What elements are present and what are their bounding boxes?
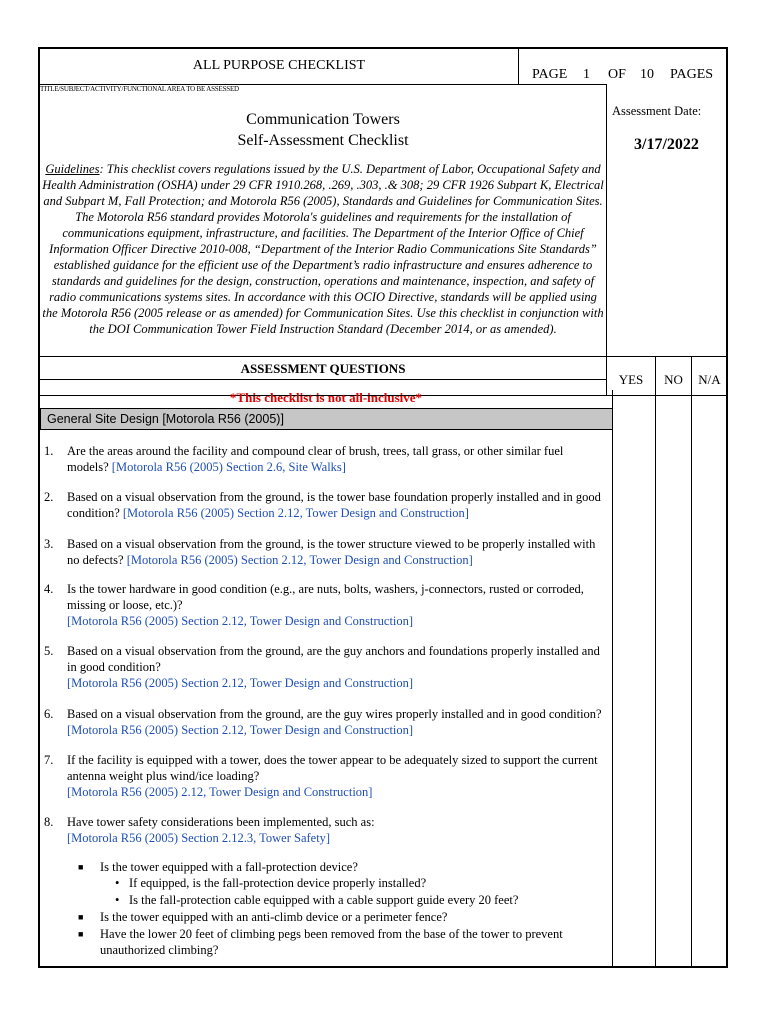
page-number: 1 — [583, 67, 590, 82]
na-column-header: N/A — [698, 372, 721, 387]
question-item: 2. Based on a visual observation from the ground, is the tower base foundation properly installed and in good condition? [Motorola R56 (2005) Section 2.12, Tower Design and Construction] — [44, 490, 601, 520]
no-column-header: NO — [664, 372, 683, 387]
guidelines-paragraph — [42, 161, 604, 337]
guidelines-label: Guidelines — [45, 162, 100, 176]
bullet-item: ■ Have the lower 20 feet of climbing pegs been removed from the base of the tower to prevent unauthorized climbing? — [78, 927, 563, 957]
question-item: 7. If the facility is equipped with a tower, does the tower appear to be adequately sized to support the current antenna weight plus wind/ice loading? [Motorola R56 (2005) 2.12, Tower Design and Construction] — [44, 752, 604, 800]
question-item: 8. Have tower safety considerations been implemented, such as: [Motorola R56 (2005) Section 2.12.3, Tower Safety] — [44, 814, 604, 846]
divider — [691, 356, 692, 968]
reference-link: [Motorola R56 (2005) Section 2.12, Tower Design and Construction] — [122, 506, 469, 520]
assessment-date-value: 3/17/2022 — [634, 136, 699, 153]
divider — [40, 379, 606, 380]
document-subtitle: Self-Assessment Checklist — [237, 132, 409, 149]
subject-field-label: TITLE/SUBJECT/ACTIVITY/FUNCTIONAL AREA TO BE ASSESSED — [40, 85, 239, 93]
divider — [606, 84, 607, 356]
bullet-square-icon: ■ — [78, 912, 84, 922]
assessment-questions-header: ASSESSMENT QUESTIONS — [240, 361, 406, 376]
sub-bullet-item: • Is the fall-protection cable equipped with a cable support guide every 20 feet? — [115, 893, 519, 907]
divider — [518, 48, 519, 85]
assessment-date-label: Assessment Date: — [612, 104, 702, 118]
question-item: 6. Based on a visual observation from the ground, are the guy wires properly installed and in good condition? [Motorola R56 (2005) Section 2.12, Tower Design and Construction] — [44, 707, 602, 737]
divider — [40, 356, 726, 357]
question-item: 1. Are the areas around the facility and compound clear of brush, trees, tall grass, or other similar fuel models? [Motorola R56 (2005) Section 2.6, Site Walks] — [44, 444, 564, 474]
reference-link: [Motorola R56 (2005) Section 2.12, Tower Design and Construction] — [67, 614, 414, 628]
divider — [655, 356, 656, 968]
question-item: 4. Is the tower hardware in good condition (e.g., are nuts, bolts, washers, j-connectors, rusted or corroded, missing or loose, etc.)? [Motorola R56 (2005) Section 2.12, Tower Design and Construction] — [44, 581, 604, 629]
sub-bullet-item: • If equipped, is the fall-protection device properly installed? — [115, 876, 427, 890]
document-title: Communication Towers — [246, 111, 400, 128]
of-label: OF — [608, 67, 626, 82]
total-pages: 10 — [640, 67, 654, 82]
bullet-dot-icon: • — [115, 876, 120, 890]
guidelines-text: : This checklist covers regulations issued by the U.S. Department of Labor, Occupational Safety and Health Administration (OSHA) under 29 CFR 1910.268, .269, .303, .& 308; 29 CFR 1926 Subpart K, Electrical and Subpart M, Fall Protection; and Motorola R56 (2005), Standards and Guidelines for Communication Sites. The Motorola R56 standard provides Motorola's guidelines and requirements for the installation of communications equipment, infrastructure, and facilities. The Department of the Interior Office of Chief Information Officer Directive 2010-008, “Department of the Interior Radio Communications Site Standards” established guidance for the efficient use of the Department’s radio infrastructure and ensures adherence to standards and guidelines for the design, construction, operations and maintenance, inspection, and safety of radio communications systems sites. In accordance with this OCIO Directive, standards will be applied using the Motorola R56 (2005 release or as amended) for Communication Sites. Use this checklist in conjunction with the DOI Communication Tower Field Instruction Standard (December 2014, or as amended). — [42, 162, 604, 336]
bullet-square-icon: ■ — [78, 862, 84, 872]
bullet-square-icon: ■ — [78, 929, 84, 939]
bullet-item: ■ Is the tower equipped with a fall-protection device? — [78, 860, 358, 874]
checklist-title: ALL PURPOSE CHECKLIST — [192, 58, 366, 73]
reference-link: [Motorola R56 (2005) Section 2.6, Site Walks] — [111, 460, 346, 474]
reference-link: [Motorola R56 (2005) Section 2.12, Tower Design and Construction] — [67, 723, 414, 737]
reference-link: [Motorola R56 (2005) Section 2.12.3, Tower Safety] — [67, 831, 331, 845]
reference-link: [Motorola R56 (2005) Section 2.12, Tower Design and Construction] — [67, 676, 414, 690]
question-item: 3. Based on a visual observation from the ground, is the tower structure viewed to be properly installed with no defects? [Motorola R56 (2005) Section 2.12, Tower Design and Construction] — [44, 537, 596, 567]
bullet-dot-icon: • — [115, 893, 120, 907]
not-all-inclusive-notice: *This checklist is not all-inclusive* — [229, 390, 423, 405]
question-item: 5. Based on a visual observation from the ground, are the guy anchors and foundations properly installed and in good condition? [Motorola R56 (2005) Section 2.12, Tower Design and Construction] — [44, 643, 604, 691]
section-header: General Site Design [Motorola R56 (2005)] — [40, 408, 613, 430]
yes-column-header: YES — [618, 372, 644, 387]
pages-label: PAGES — [670, 67, 714, 82]
reference-link: [Motorola R56 (2005) 2.12, Tower Design and Construction] — [67, 785, 373, 799]
bullet-item: ■ Is the tower equipped with an anti-climb device or a perimeter fence? — [78, 910, 448, 924]
reference-link: [Motorola R56 (2005) Section 2.12, Tower Design and Construction] — [126, 553, 473, 567]
page-label: PAGE — [532, 67, 568, 82]
